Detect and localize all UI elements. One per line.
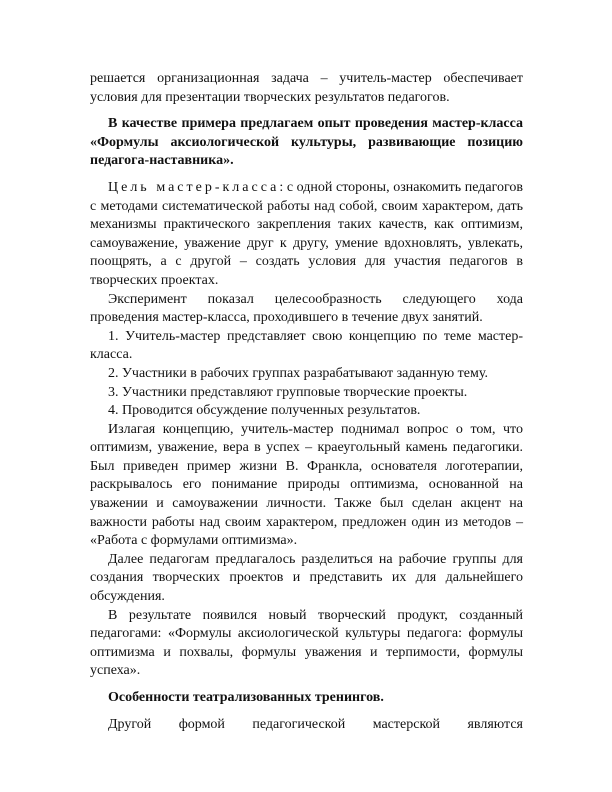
paragraph-goal (90, 179, 523, 291)
paragraph-other-form: Другой формой педагогической мастерской являются (108, 716, 523, 732)
goal-text: : с одной стороны, ознакомить педагогов с методами систематической работы над собой, своим характером, дать механизмы практического закрепления таких качеств, как оптимизм, самоуважение, уважение друг к другу, умение вдохновлять, увлекать, поощрять, а с другой – создать условия для участия педагогов в творческих проектах. (90, 179, 523, 288)
list-item: 2. Участники в рабочих группах разрабатывают заданную тему. (108, 365, 488, 381)
page-content (90, 70, 523, 734)
paragraph-groups: Далее педагогам предлагалось разделиться на рабочие группы для создания творческих проектов и представить их для дальнейшего обсуждения. (90, 551, 523, 605)
paragraph-example-heading: В качестве примера предлагаем опыт проведения мастер-класса «Формулы аксиологической культуры, развивающие позицию педагога-наставника». (90, 116, 523, 169)
list-item: 4. Проводится обсуждение полученных результатов. (108, 403, 421, 419)
list-item: 1. Учитель-мастер представляет свою концепцию по теме мастер-класса. (90, 328, 523, 363)
paragraph-intro: решается организационная задача – учитель-мастер обеспечивает условия для презентации творческих результатов педагогов. (90, 71, 523, 105)
list-item: 3. Участники представляют групповые творческие проекты. (108, 384, 468, 400)
paragraph-result: В результате появился новый творческий продукт, созданный педагогами: «Формулы аксиологической культуры педагога: формулы оптимизма и похвалы, формулы уважения и терпимости, формулы успеха». (90, 607, 523, 679)
goal-label: Цель мастер-класса (108, 179, 280, 195)
section-heading: Особенности театрализованных тренингов. (108, 690, 384, 705)
paragraph-experiment: Эксперимент показал целесообразность следующего хода проведения мастер-класса, проходившего в течение двух занятий. (90, 291, 523, 326)
paragraph-concept: Излагая концепцию, учитель-мастер поднимал вопрос о том, что оптимизм, уважение, вера в успех – краеугольный камень педагогики. Был приведен пример жизни В. Франкла, основателя логотерапии, раскрывалось его понимание природы оптимизма, основанной на уважении и самоуважении личности. Также был сделан акцент на важности работы над своим характером, предложен один из методов – «Работа с формулами оптимизма». (90, 421, 523, 549)
